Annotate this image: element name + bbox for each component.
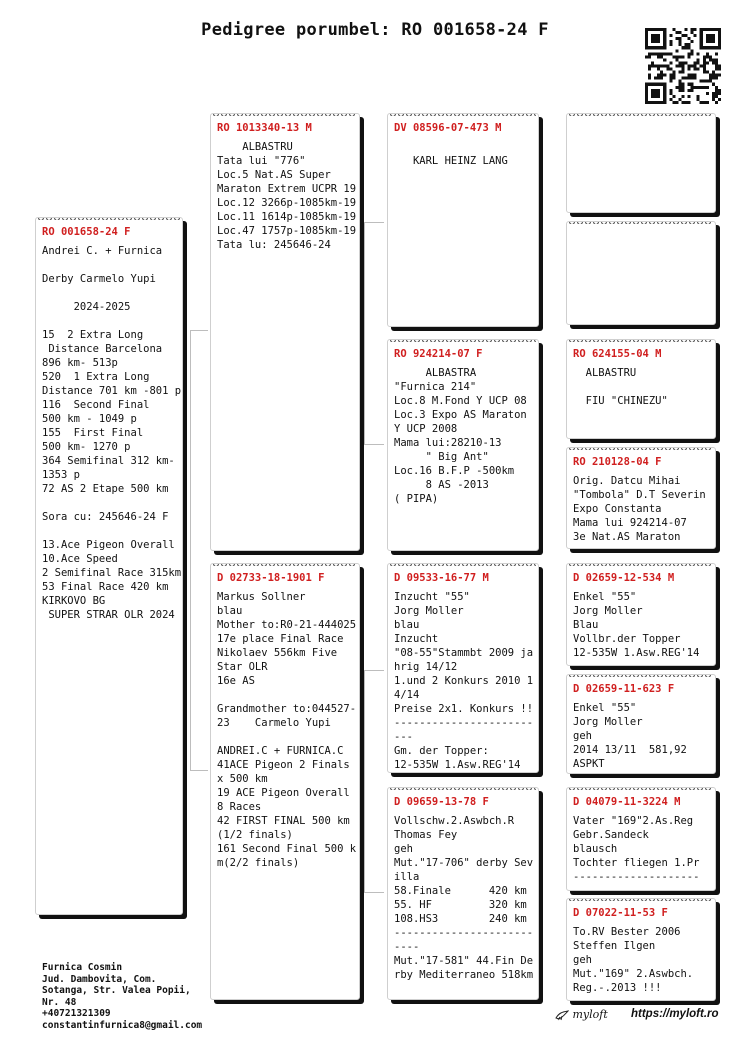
note-line: 1.und 2 Konkurs 2010 1 [394,675,534,687]
dam-sire-dam-card [566,674,716,774]
sire-card [210,113,360,551]
note-line: Inzucht [394,633,439,645]
note-line: Andrei C. + Furnica [42,245,163,257]
pigeon-notes [573,590,709,660]
note-line: 161 Second Final 500 k [217,843,357,855]
note-line: 12-535W 1.Asw.REG'14 [394,759,521,771]
connector [364,670,383,892]
pigeon-notes [573,925,709,995]
note-line: Derby Carmelo Yupi [42,273,156,285]
note-line: ---------------------- [394,927,534,939]
note-line: 155 First Final [42,427,144,439]
note-line: Jorg Moller [394,605,464,617]
note-line: 53 Final Race 420 km [42,581,169,593]
note-line: 108.HS3 240 km [394,913,527,925]
note-line: 19 ACE Pigeon Overall [217,787,350,799]
note-line: Reg.-.2013 !!! [573,982,662,994]
note-line: Tata lui "776" [217,155,306,167]
note-line: 41ACE Pigeon 2 Finals [217,759,350,771]
note-line: Vollbr.der Topper [573,633,681,645]
ring-number: D 09659-13-78 F [394,796,489,808]
note-line: ( PIPA) [394,493,439,505]
note-line: Enkel "55" [573,591,637,603]
note-line: Preise 2x1. Konkurs !! [394,703,534,715]
connector [364,892,384,893]
connector [540,840,565,950]
note-line [217,688,353,702]
binder-rings [390,787,536,790]
connector [190,770,208,771]
note-line: 2 Semifinal Race 315km [42,567,182,579]
connector [364,222,384,223]
note-line: Tata lu: 245646-24 [217,239,331,251]
ring-number: RO 924214-07 F [394,348,483,360]
sire-dam-sire-card [566,339,716,439]
note-line [42,314,176,328]
ring-number: RO 001658-24 F [42,226,131,238]
note-line: Loc.12 3266p-1085km-19 [217,197,357,209]
note-line: Loc.11 1614p-1085km-19 [217,211,357,223]
sire-sire-sire-card [566,113,716,213]
note-line [42,524,176,538]
note-line: 42 FIRST FINAL 500 km [217,815,350,827]
note-line: hrig 14/12 [394,661,458,673]
note-line: 16e AS [217,675,255,687]
dam-card [210,563,360,1000]
note-line: rby Mediterraneo 518km [394,969,534,981]
website-link[interactable]: https://myloft.ro [631,1008,719,1020]
note-line: Inzucht "55" [394,591,470,603]
sire-sire-dam-card [566,221,716,325]
note-line [394,140,532,154]
note-line: Loc.16 B.F.P -500km [394,465,515,477]
sire-dam-card [387,339,539,551]
note-line: Loc.47 1757p-1085km-19 [217,225,357,237]
note-line: Mut."17-581" 44.Fin De [394,955,534,967]
note-line: 58.Finale 420 km [394,885,527,897]
note-line: 2024-2025 [42,301,131,313]
note-line: 116 Second Final [42,399,150,411]
note-line: Mama lui 924214-07 [573,517,687,529]
note-line: -------------------- [573,871,700,883]
note-line: x 500 km [217,773,268,785]
note-line [217,730,353,744]
note-line: Mut."17-706" derby Sev [394,857,534,869]
pigeon-notes [394,366,532,506]
breeder-contact: Furnica Cosmin Jud. Dambovita, Com. Sotanga, Str. Valea Popii, Nr. 48 +40721321309 constantinfurnica8@gmail.com [42,962,203,1031]
note-line: Star OLR [217,661,268,673]
note-line: ASPKT [573,758,605,770]
binder-rings [569,339,713,342]
binder-rings [569,787,713,790]
note-line: KIRKOVO BG [42,595,106,607]
note-line: 23 Carmelo Yupi [217,717,331,729]
note-line: blau [217,605,243,617]
note-line: 10.Ace Speed [42,553,118,565]
bird-icon [555,1009,569,1021]
sire-sire-card [387,113,539,327]
ring-number: D 09533-16-77 M [394,572,489,584]
note-line: Loc.3 Expo AS Maraton [394,409,527,421]
note-line: ALBASTRU [573,367,637,379]
dam-dam-card [387,787,539,1000]
note-line: Jorg Moller [573,716,643,728]
note-line: Jorg Moller [573,605,643,617]
note-line: 4/14 [394,689,420,701]
pigeon-notes [573,814,709,884]
note-line: ANDREI.C + FURNICA.C [217,745,344,757]
note-line: 364 Semifinal 312 km- [42,455,175,467]
binder-rings [569,898,713,901]
note-line: 500 km - 1049 p [42,413,137,425]
dam-sire-card [387,563,539,773]
note-line: 72 AS 2 Etape 500 km [42,483,169,495]
binder-rings [213,563,357,566]
binder-rings [390,563,536,566]
pigeon-notes [573,701,709,771]
pigeon-notes [394,140,532,168]
note-line: Expo Constanta [573,503,662,515]
note-line: 8 Races [217,801,262,813]
note-line: Loc.8 M.Fond Y UCP 08 [394,395,527,407]
ring-number: D 02733-18-1901 F [217,572,325,584]
note-line: ---- [394,941,420,953]
note-line: Maraton Extrem UCPR 19 [217,183,357,195]
ring-number: D 04079-11-3224 M [573,796,681,808]
connector [364,670,384,671]
note-line: Vollschw.2.Aswbch.R [394,815,515,827]
note-line [573,380,709,394]
note-line [42,258,176,272]
note-line: Nikolaev 556km Five [217,647,338,659]
connector [190,330,209,770]
note-line: 520 1 Extra Long [42,371,150,383]
note-line: 55. HF 320 km [394,899,527,911]
binder-rings [569,674,713,677]
binder-rings [38,217,180,220]
myloft-logo[interactable] [555,1008,608,1021]
note-line: Vater "169"2.As.Reg [573,815,694,827]
note-line: illa [394,871,420,883]
note-line [42,286,176,300]
note-line: Gm. der Topper: [394,745,489,757]
note-line: Markus Sollner [217,591,306,603]
ring-number: D 02659-12-534 M [573,572,675,584]
note-line: m(2/2 finals) [217,857,300,869]
ring-number: RO 210128-04 F [573,456,662,468]
note-line: " Big Ant" [394,451,489,463]
note-line: 13.Ace Pigeon Overall [42,539,175,551]
note-line: 8 AS -2013 [394,479,489,491]
note-line: blausch [573,843,618,855]
pigeon-notes [217,590,357,870]
note-line: Steffen Ilgen [573,940,656,952]
ring-number: D 02659-11-623 F [573,683,675,695]
note-line: 896 km- 513p [42,357,118,369]
pigeon-notes [573,366,709,408]
connector [540,615,565,725]
note-line: 1353 p [42,469,80,481]
note-line: Tochter fliegen 1.Pr [573,857,700,869]
sire-dam-dam-card [566,447,716,549]
dam-sire-sire-card [566,563,716,666]
note-line: KARL HEINZ LANG [394,155,508,167]
note-line: geh [573,954,592,966]
connector [540,390,565,500]
page-title: Pedigree porumbel: RO 001658-24 F [201,20,549,40]
binder-rings [569,221,713,224]
note-line: Gebr.Sandeck [573,829,649,841]
note-line: Blau [573,619,599,631]
logo-text: myloft [572,1008,608,1021]
note-line: ALBASTRU [217,141,293,153]
ring-number: RO 624155-04 M [573,348,662,360]
ring-number: DV 08596-07-473 M [394,122,502,134]
connector [364,444,384,445]
note-line: Distance 701 km -801 p [42,385,182,397]
pigeon-notes [573,474,709,544]
note-line: Thomas Fey [394,829,458,841]
subject-card [35,217,183,915]
dam-dam-sire-card [566,787,716,891]
note-line: Distance Barcelona [42,343,163,355]
binder-rings [390,113,536,116]
note-line [42,496,176,510]
note-line: Loc.5 Nat.AS Super [217,169,331,181]
pigeon-notes [394,590,532,772]
note-line: Mut."169" 2.Aswbch. [573,968,694,980]
note-line: To.RV Bester 2006 [573,926,681,938]
binder-rings [390,339,536,342]
connector [190,330,208,331]
note-line: 500 km- 1270 p [42,441,131,453]
note-line: SUPER STRAR OLR 2024 [42,609,175,621]
note-line: 12-535W 1.Asw.REG'14 [573,647,700,659]
note-line: Mother to:R0-21-444025 [217,619,357,631]
binder-rings [569,563,713,566]
note-line: 3e Nat.AS Maraton [573,531,681,543]
note-line: "08-55"Stammbt 2009 ja [394,647,534,659]
note-line: "Tombola" D.T Severin [573,489,706,501]
note-line: blau [394,619,420,631]
note-line: Y UCP 2008 [394,423,458,435]
note-line: FIU "CHINEZU" [573,395,668,407]
note-line: Orig. Datcu Mihai [573,475,681,487]
pigeon-notes [42,244,182,622]
binder-rings [569,113,713,116]
binder-rings [569,447,713,450]
note-line: Sora cu: 245646-24 F [42,511,169,523]
note-line: Grandmother to:044527- [217,703,357,715]
note-line: ALBASTRA [394,367,477,379]
pigeon-notes [394,814,532,982]
ring-number: D 07022-11-53 F [573,907,668,919]
dam-dam-dam-card [566,898,716,1001]
note-line: geh [573,730,592,742]
pigeon-notes [217,140,357,252]
note-line: "Furnica 214" [394,381,477,393]
connector [364,222,383,444]
ring-number: RO 1013340-13 M [217,122,312,134]
binder-rings [213,113,357,116]
qr-code-icon [645,28,721,104]
connector [540,165,565,275]
note-line: 15 2 Extra Long [42,329,144,341]
note-line: geh [394,843,413,855]
note-line: --- [394,731,413,743]
note-line: Mama lui:28210-13 [394,437,502,449]
note-line: (1/2 finals) [217,829,293,841]
note-line: 2014 13/11 581,92 [573,744,687,756]
note-line: Enkel "55" [573,702,637,714]
note-line: 17e place Final Race [217,633,344,645]
note-line: ---------------------- [394,717,534,729]
